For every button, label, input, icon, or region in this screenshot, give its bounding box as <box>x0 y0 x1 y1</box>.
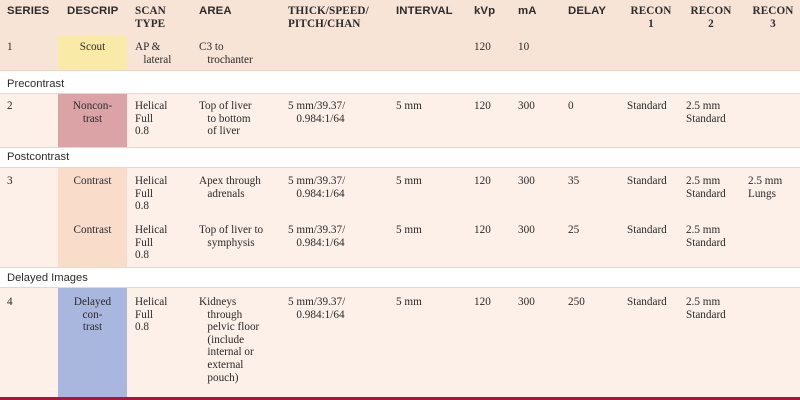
row5-descrip: Delayed con- trast <box>73 296 112 334</box>
row2-scan-type: Helical Full 0.8 <box>135 100 168 138</box>
row4-thick: 5 mm/39.37/ 0.984:1/64 <box>288 224 346 249</box>
header-series: SERIES <box>7 5 50 17</box>
row4-kvp: 120 <box>474 224 491 236</box>
row2-descrip: Noncon- trast <box>72 100 113 125</box>
row2-series: 2 <box>7 100 13 112</box>
row3-series: 3 <box>7 175 13 187</box>
header-area: AREA <box>199 5 232 17</box>
row2-thick: 5 mm/39.37/ 0.984:1/64 <box>288 100 346 125</box>
row5-delay: 250 <box>568 296 585 308</box>
section-delayed-images: Delayed Images <box>7 272 88 284</box>
row4-area: Top of liver to symphysis <box>199 224 264 249</box>
row2-recon1: Standard <box>627 100 667 112</box>
row4-recon1: Standard <box>627 224 667 236</box>
row2-recon2: 2.5 mm Standard <box>686 100 726 125</box>
row3-scan-type: Helical Full 0.8 <box>135 175 168 213</box>
row2-ma: 300 <box>518 100 535 112</box>
header-scan-type: SCAN TYPE <box>135 5 166 30</box>
divider <box>0 267 800 268</box>
row3-thick: 5 mm/39.37/ 0.984:1/64 <box>288 175 346 200</box>
row3-descrip: Contrast <box>73 175 112 187</box>
header-descrip: DESCRIP <box>67 5 119 17</box>
row3-recon2: 2.5 mm Standard <box>686 175 726 200</box>
row1-descrip: Scout <box>79 41 106 53</box>
header-thick-speed-pitch-chan: THICK/SPEED/ PITCH/CHAN <box>288 5 369 30</box>
row5-kvp: 120 <box>474 296 491 308</box>
row1-ma: 10 <box>518 41 530 53</box>
row5-series: 4 <box>7 296 13 308</box>
row4-interval: 5 mm <box>396 224 422 236</box>
row4-ma: 300 <box>518 224 535 236</box>
row3-ma: 300 <box>518 175 535 187</box>
row3-area: Apex through adrenals <box>199 175 261 200</box>
row3-interval: 5 mm <box>396 175 422 187</box>
row4-descrip: Contrast <box>73 224 112 236</box>
row5-recon2: 2.5 mm Standard <box>686 296 726 321</box>
row3-delay: 35 <box>568 175 580 187</box>
row2-interval: 5 mm <box>396 100 422 112</box>
row3-recon3: 2.5 mm Lungs <box>748 175 783 200</box>
row1-series: 1 <box>7 41 13 53</box>
header-recon-3: RECON 3 <box>752 5 794 30</box>
header-kvp: kVp <box>474 5 496 17</box>
section-precontrast: Precontrast <box>7 78 65 90</box>
header-delay: DELAY <box>568 5 607 17</box>
divider <box>0 70 800 71</box>
row2-kvp: 120 <box>474 100 491 112</box>
row1-kvp: 120 <box>474 41 491 53</box>
row4-delay: 25 <box>568 224 580 236</box>
row1-scan-type: AP & lateral <box>135 41 172 66</box>
row3-kvp: 120 <box>474 175 491 187</box>
row1-area: C3 to trochanter <box>199 41 253 66</box>
header-ma: mA <box>518 5 537 17</box>
row2-area: Top of liver to bottom of liver <box>199 100 252 138</box>
row5-recon1: Standard <box>627 296 667 308</box>
row5-scan-type: Helical Full 0.8 <box>135 296 168 334</box>
row2-delay: 0 <box>568 100 574 112</box>
header-interval: INTERVAL <box>396 5 453 17</box>
row5-area: Kidneys through pelvic floor (include internal or external pouch) <box>199 296 260 384</box>
header-recon-2: RECON 2 <box>690 5 732 30</box>
row5-interval: 5 mm <box>396 296 422 308</box>
divider <box>0 147 800 148</box>
row4-scan-type: Helical Full 0.8 <box>135 224 168 262</box>
header-recon-1: RECON 1 <box>630 5 672 30</box>
row3-recon1: Standard <box>627 175 667 187</box>
row5-thick: 5 mm/39.37/ 0.984:1/64 <box>288 296 346 321</box>
row4-recon2: 2.5 mm Standard <box>686 224 726 249</box>
section-postcontrast: Postcontrast <box>7 151 70 163</box>
row5-ma: 300 <box>518 296 535 308</box>
